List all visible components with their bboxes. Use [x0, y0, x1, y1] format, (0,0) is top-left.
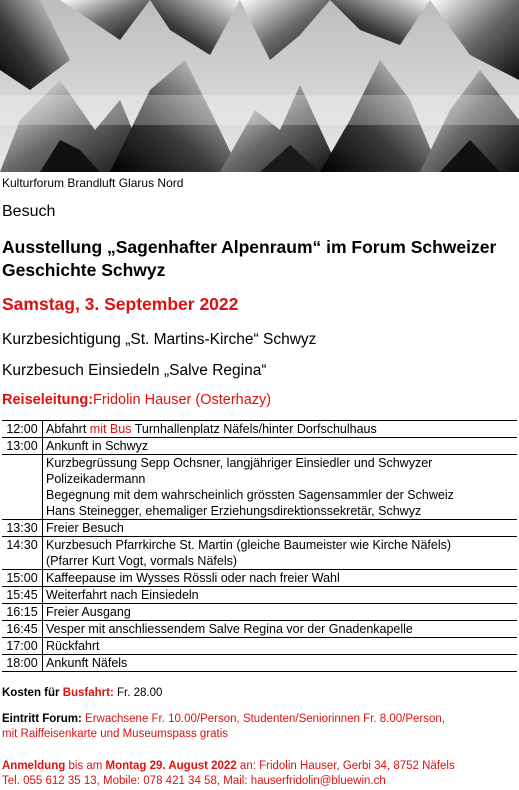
registration-label: Anmeldung: [2, 760, 66, 772]
schedule-time: 18:00: [2, 655, 43, 672]
schedule-line: Hans Steinegger, ehemaliger Erziehungsdirektionssekretär, Schwyz: [46, 504, 422, 518]
registration-text: bis am: [65, 760, 106, 772]
schedule-entry: Vesper mit anschliessendem Salve Regina vor der Gnadenkapelle: [43, 621, 518, 638]
tour-leader-label: Reiseleitung:: [2, 392, 94, 408]
schedule-line: (Pfarrer Kurt Vogt, vormals Näfels): [46, 554, 238, 568]
subtitle-einsiedeln: Kurzbesuch Einsiedeln „Salve Regina“: [2, 362, 267, 379]
schedule-time: 16:45: [2, 621, 43, 638]
schedule-entry: [43, 537, 518, 570]
table-row: [2, 621, 517, 638]
registration-address: an: Fridolin Hauser, Gerbi 34, 8752 Näfels: [236, 760, 455, 772]
schedule-entry: Kaffeepause im Wysses Rössli oder nach freier Wahl: [43, 570, 518, 587]
event-kind: Besuch: [2, 203, 56, 220]
schedule-time: 16:15: [2, 604, 43, 621]
costs-line: [2, 687, 162, 699]
subtitle-church: Kurzbesichtigung „St. Martins-Kirche“ Schwyz: [2, 331, 317, 348]
tour-leader-name: Fridolin Hauser (Osterhazy): [93, 392, 272, 408]
costs-label: Kosten für: [2, 687, 63, 699]
schedule-text: Abfahrt: [46, 422, 90, 436]
schedule-line: Kurzbesuch Pfarrkirche St. Martin (gleiche Baumeister wie Kirche Näfels): [46, 538, 452, 552]
schedule-entry: Rückfahrt: [43, 638, 518, 655]
schedule-entry: [43, 421, 518, 438]
table-row: [2, 587, 517, 604]
table-row: [2, 570, 517, 587]
schedule-time: [2, 455, 43, 520]
schedule-time: 13:00: [2, 438, 43, 455]
table-row: [2, 455, 517, 520]
table-row: [2, 438, 517, 455]
schedule-line: Polizeikadermann: [46, 472, 146, 486]
mountain-landscape-image: [0, 0, 519, 172]
schedule-time: 13:30: [2, 520, 43, 537]
schedule-entry: Freier Ausgang: [43, 604, 518, 621]
event-title: Ausstellung „Sagenhafter Alpenraum“ im Forum Schweizer Geschichte Schwyz: [2, 237, 497, 280]
table-row: [2, 520, 517, 537]
schedule-entry: Ankunft in Schwyz: [43, 438, 518, 455]
schedule-time: 17:00: [2, 638, 43, 655]
schedule-time: 15:00: [2, 570, 43, 587]
table-row: [2, 638, 517, 655]
schedule-text: Turnhallenplatz Näfels/hinter Dorfschulhaus: [131, 422, 377, 436]
entry-note: mit Raiffeisenkarte und Museumspass gratis: [2, 728, 229, 740]
schedule-time: 15:45: [2, 587, 43, 604]
schedule-table: [2, 420, 517, 672]
costs-amount: Fr. 28.00: [113, 687, 163, 699]
schedule-bus-highlight: mit Bus: [89, 422, 132, 436]
schedule-line: Kurzbegrüssung Sepp Ochsner, langjähriger Einsiedler und Schwyzer: [46, 456, 433, 470]
schedule-time: 12:00: [2, 421, 43, 438]
table-row: [2, 537, 517, 570]
event-date: Samstag, 3. September 2022: [2, 294, 239, 314]
table-row: [2, 655, 517, 672]
entry-fees: [2, 712, 517, 742]
schedule-entry: [43, 455, 518, 520]
schedule-time: 14:30: [2, 537, 43, 570]
registration-deadline: Montag 29. August 2022: [105, 760, 237, 772]
entry-prices: Erwachsene Fr. 10.00/Person, Studenten/Seniorinnen Fr. 8.00/Person,: [81, 713, 445, 725]
registration-info: [2, 759, 517, 789]
schedule-entry: Weiterfahrt nach Einsiedeln: [43, 587, 518, 604]
schedule-entry: Freier Besuch: [43, 520, 518, 537]
tour-leader: [2, 392, 271, 408]
schedule-entry: Ankunft Näfels: [43, 655, 518, 672]
entry-label: Eintritt Forum:: [2, 713, 82, 725]
costs-bus-label: Busfahrt:: [62, 687, 114, 699]
registration-contact: Tel. 055 612 35 13, Mobile: 078 421 34 58, Mail: hauserfridolin@bluewin.ch: [2, 775, 386, 787]
table-row: [2, 604, 517, 621]
table-row: [2, 421, 517, 438]
schedule-line: Begegnung mit dem wahrscheinlich grössten Sagensammler der Schweiz: [46, 488, 454, 502]
organizer-name: Kulturforum Brandluft Glarus Nord: [2, 176, 184, 190]
